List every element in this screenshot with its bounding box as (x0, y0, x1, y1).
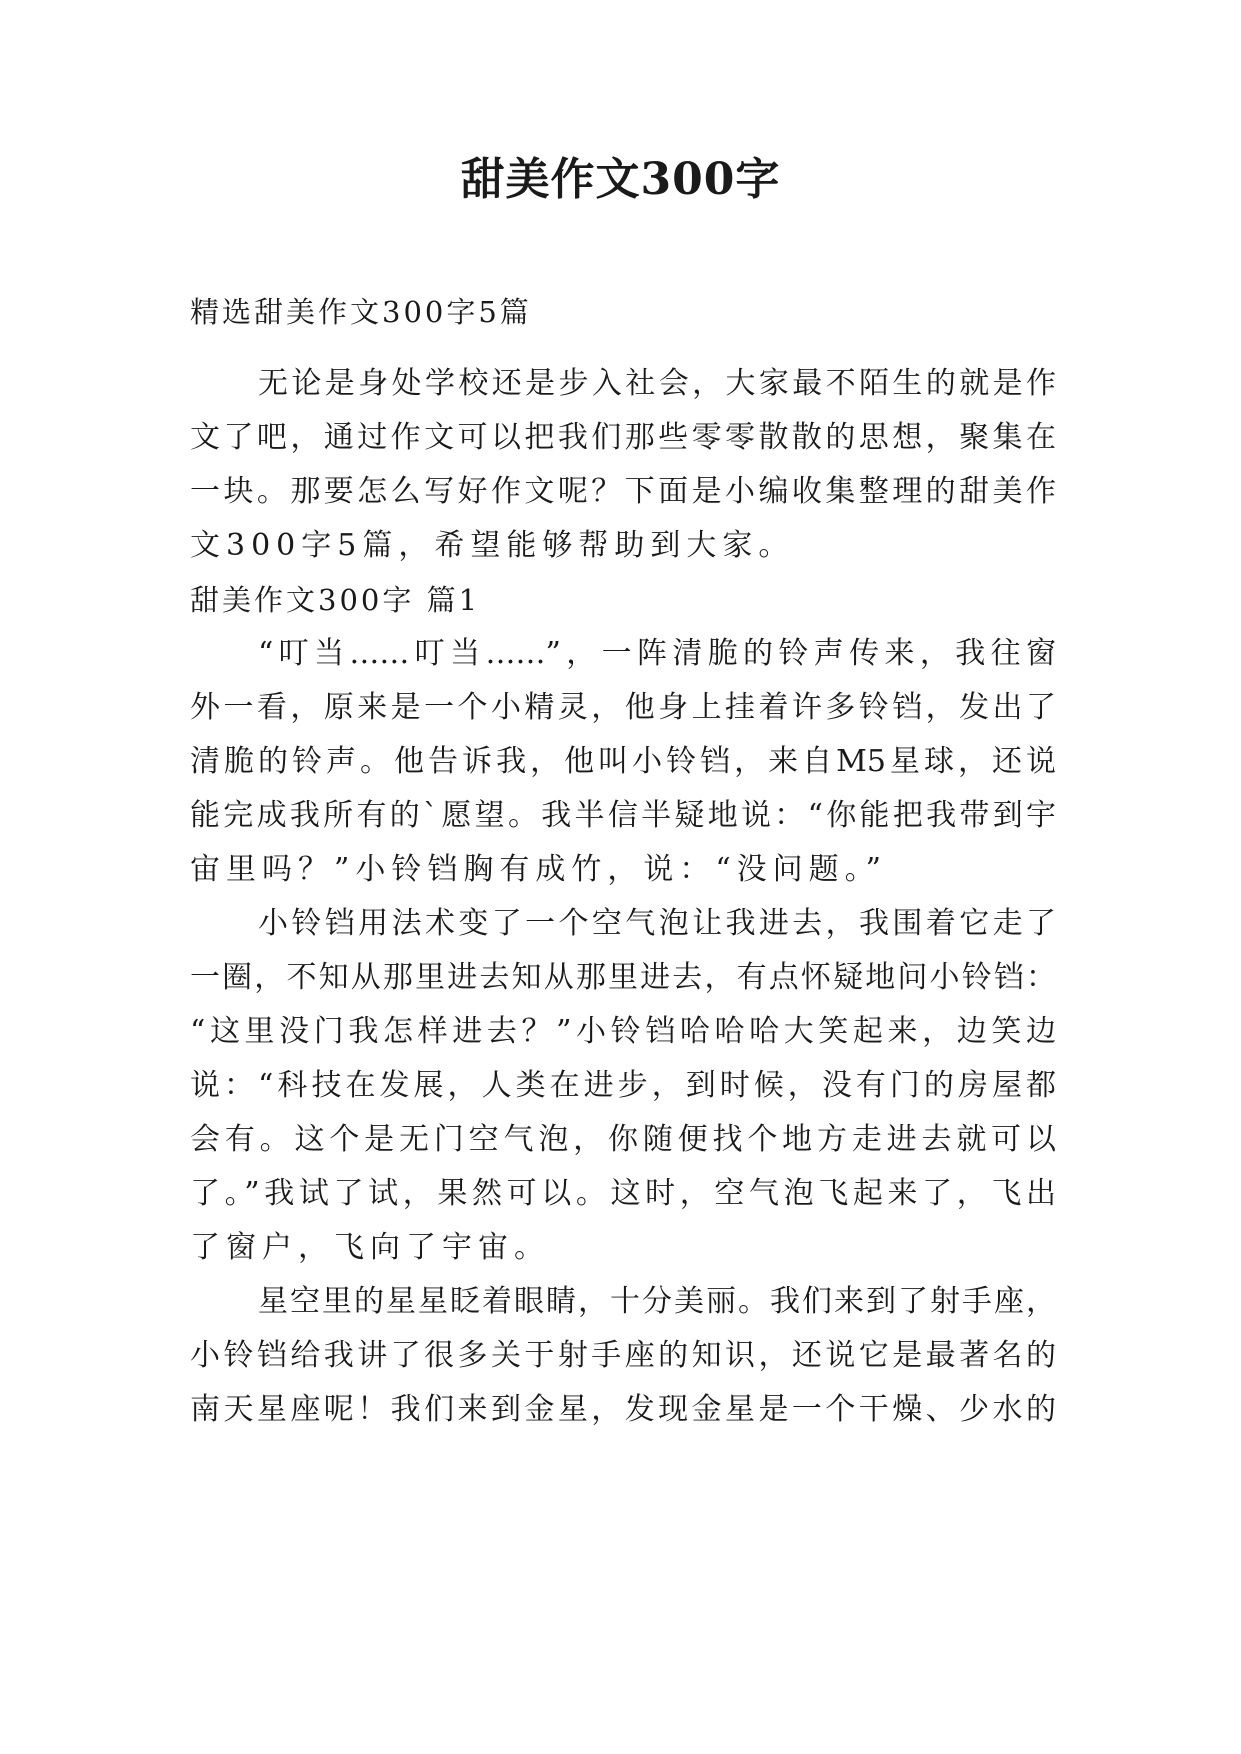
intro-line: 文300字5篇，希望能够帮助到大家。 (190, 528, 795, 563)
paragraph-line: 一圈，不知从那里进去知从那里进去，有点怀疑地问小铃铛： (190, 960, 1056, 995)
paragraph-line: “这里没门我怎样进去？”小铃铛哈哈哈大笑起来，边笑边 (190, 1014, 1056, 1049)
intro-line: 一块。那要怎么写好作文呢？下面是小编收集整理的甜美作 (190, 474, 1056, 509)
paragraph-line: 说：“科技在发展，人类在进步，到时候，没有门的房屋都 (190, 1068, 1056, 1103)
document-subtitle: 精选甜美作文300字5篇 (190, 295, 532, 329)
paragraph-line: 会有。这个是无门空气泡，你随便找个地方走进去就可以 (190, 1122, 1056, 1157)
paragraph-line: 星空里的星星眨着眼睛，十分美丽。我们来到了射手座， (258, 1284, 1056, 1319)
paragraph-line: 南天星座呢！我们来到金星，发现金星是一个干燥、少水的 (190, 1392, 1056, 1427)
section-heading: 甜美作文300字 篇1 (190, 583, 481, 617)
paragraph-line: 了窗户，飞向了宇宙。 (190, 1230, 550, 1265)
paragraph-line: “叮当……叮当……”，一阵清脆的铃声传来，我往窗 (258, 636, 1056, 671)
intro-line: 无论是身处学校还是步入社会，大家最不陌生的就是作 (258, 366, 1056, 401)
paragraph-line: 小铃铛用法术变了一个空气泡让我进去，我围着它走了 (258, 906, 1056, 941)
paragraph-line: 小铃铛给我讲了很多关于射手座的知识，还说它是最著名的 (190, 1338, 1056, 1373)
paragraph-line: 外一看，原来是一个小精灵，他身上挂着许多铃铛，发出了 (190, 690, 1056, 725)
paragraph-line: 宙里吗？”小铃铛胸有成竹，说：“没问题。” (190, 852, 888, 887)
paragraph-line: 清脆的铃声。他告诉我，他叫小铃铛，来自M5星球，还说 (190, 744, 1056, 779)
document-title: 甜美作文300字 (460, 154, 781, 205)
paragraph-line: 能完成我所有的`愿望。我半信半疑地说：“你能把我带到宇 (190, 798, 1056, 833)
intro-line: 文了吧，通过作文可以把我们那些零零散散的思想，聚集在 (190, 420, 1056, 455)
paragraph-line: 了。”我试了试，果然可以。这时，空气泡飞起来了，飞出 (190, 1176, 1056, 1211)
